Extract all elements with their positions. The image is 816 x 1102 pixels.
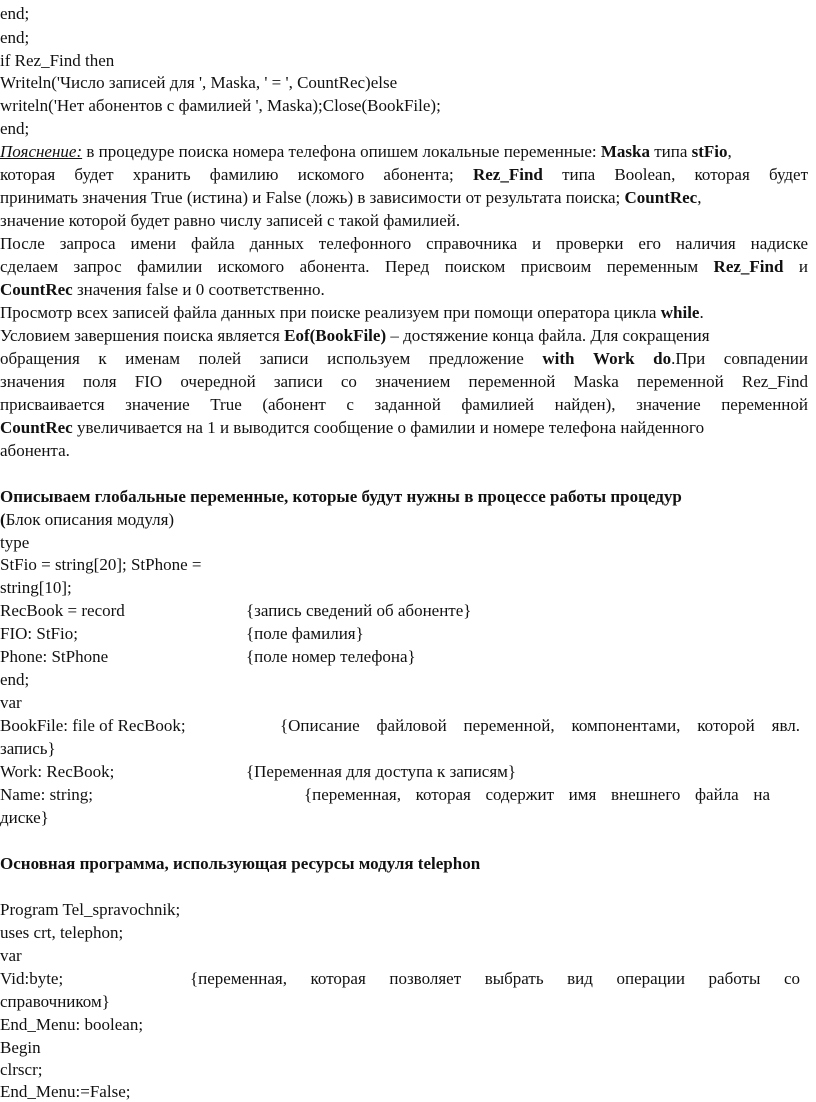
code-line: end; [0,4,30,23]
paragraph-line: После запроса имени файла данных телефонного справочника и проверки его наличия надиске [0,234,808,253]
code-line: End_Menu: boolean; [0,1015,144,1034]
code-line: clrscr; [0,1060,43,1079]
code-line: writeln('Нет абонентов с фамилией ', Maska);Close(BookFile); [0,96,441,115]
paragraph-line: Условием завершения поиска является Eof(BookFile) – достяжение конца файла. Для сокращения [0,326,710,345]
paragraph-line: CountRec увеличивается на 1 и выводится сообщение о фамилии и номере телефона найденного [0,418,705,437]
paragraph-line: присваивается значение True (абонент с заданной фамилией найден), значение переменной [0,395,808,414]
code-line: var [0,946,22,965]
code-comment: {поле номер телефона} [246,647,416,666]
section-subheading: (Блок описания модуля) [0,510,175,529]
code-line: Program Tel_spravochnik; [0,900,181,919]
code-comment: {Описание файловой переменной, компонентами, которой явл. [280,716,800,735]
code-comment: {переменная, которая позволяет выбрать вид операции работы со [190,969,800,988]
paragraph-line: абонента. [0,441,70,460]
explanation-line-1: Пояснение: в процедуре поиска номера телефона опишем локальные переменные: Maska типа stFio, [0,142,732,161]
code-line: type [0,533,30,552]
section-heading: Описываем глобальные переменные, которые будут нужны в процессе работы процедур [0,487,682,506]
paragraph-line: сделаем запрос фамилии искомого абонента. Перед поиском присвоим переменным Rez_Find и [0,257,809,276]
explanation-label: Пояснение: [0,142,83,161]
code-line: End_Menu:=False; [0,1082,131,1101]
code-line: end; [0,670,30,689]
code-line: var [0,693,22,712]
code-line: BookFile: file of RecBook; {Описание файловой переменной, компонентами, которой явл. [0,716,800,735]
code-line: Name: string; {переменная, которая содержит имя внешнего файла на [0,785,770,804]
explanation-line-4: значение которой будет равно числу записей с такой фамилией. [0,211,461,230]
code-line: end; [0,28,30,47]
section-heading: Основная программа, использующая ресурсы модуля telephon [0,854,481,873]
code-line: Writeln('Число записей для ', Maska, ' = ', CountRec)else [0,73,398,92]
explanation-line-2: которая будет хранить фамилию искомого абонента; Rez_Find типа Boolean, которая будет [0,165,809,184]
code-comment: {запись сведений об абоненте} [246,601,472,620]
code-line: Vid:byte; {переменная, которая позволяет выбрать вид операции работы со [0,969,800,988]
code-line: FIO: StFio; {поле фамилия} [0,624,364,643]
code-line: if Rez_Find then [0,51,115,70]
paragraph-line: обращения к именам полей записи используем предложение with Work do.При совпадении [0,349,808,368]
code-line: StFio = string[20]; StPhone = [0,555,202,574]
code-line: диске} [0,808,49,827]
code-line: string[10]; [0,578,72,597]
code-line: справочником} [0,992,110,1011]
code-line: Begin [0,1038,41,1057]
code-comment: {Переменная для доступа к записям} [246,762,517,781]
explanation-line-3: принимать значения True (истина) и False (ложь) в зависимости от результата поиска; CountRec, [0,188,702,207]
code-line: uses crt, telephon; [0,923,124,942]
code-line: Work: RecBook; {Переменная для доступа к записям} [0,762,517,781]
paragraph-line: CountRec значения false и 0 соответственно. [0,280,325,299]
paragraph-line: Просмотр всех записей файла данных при поиске реализуем при помощи оператора цикла while. [0,303,704,322]
code-line: Phone: StPhone {поле номер телефона} [0,647,416,666]
code-comment: {переменная, которая содержит имя внешнего файла на [304,785,770,804]
code-line: RecBook = record {запись сведений об абоненте} [0,601,472,620]
paragraph-line: значения поля FIO очередной записи со значением переменной Maska переменной Rez_Find [0,372,808,391]
code-line: end; [0,119,30,138]
code-comment: {поле фамилия} [246,624,364,643]
code-line: запись} [0,739,56,758]
